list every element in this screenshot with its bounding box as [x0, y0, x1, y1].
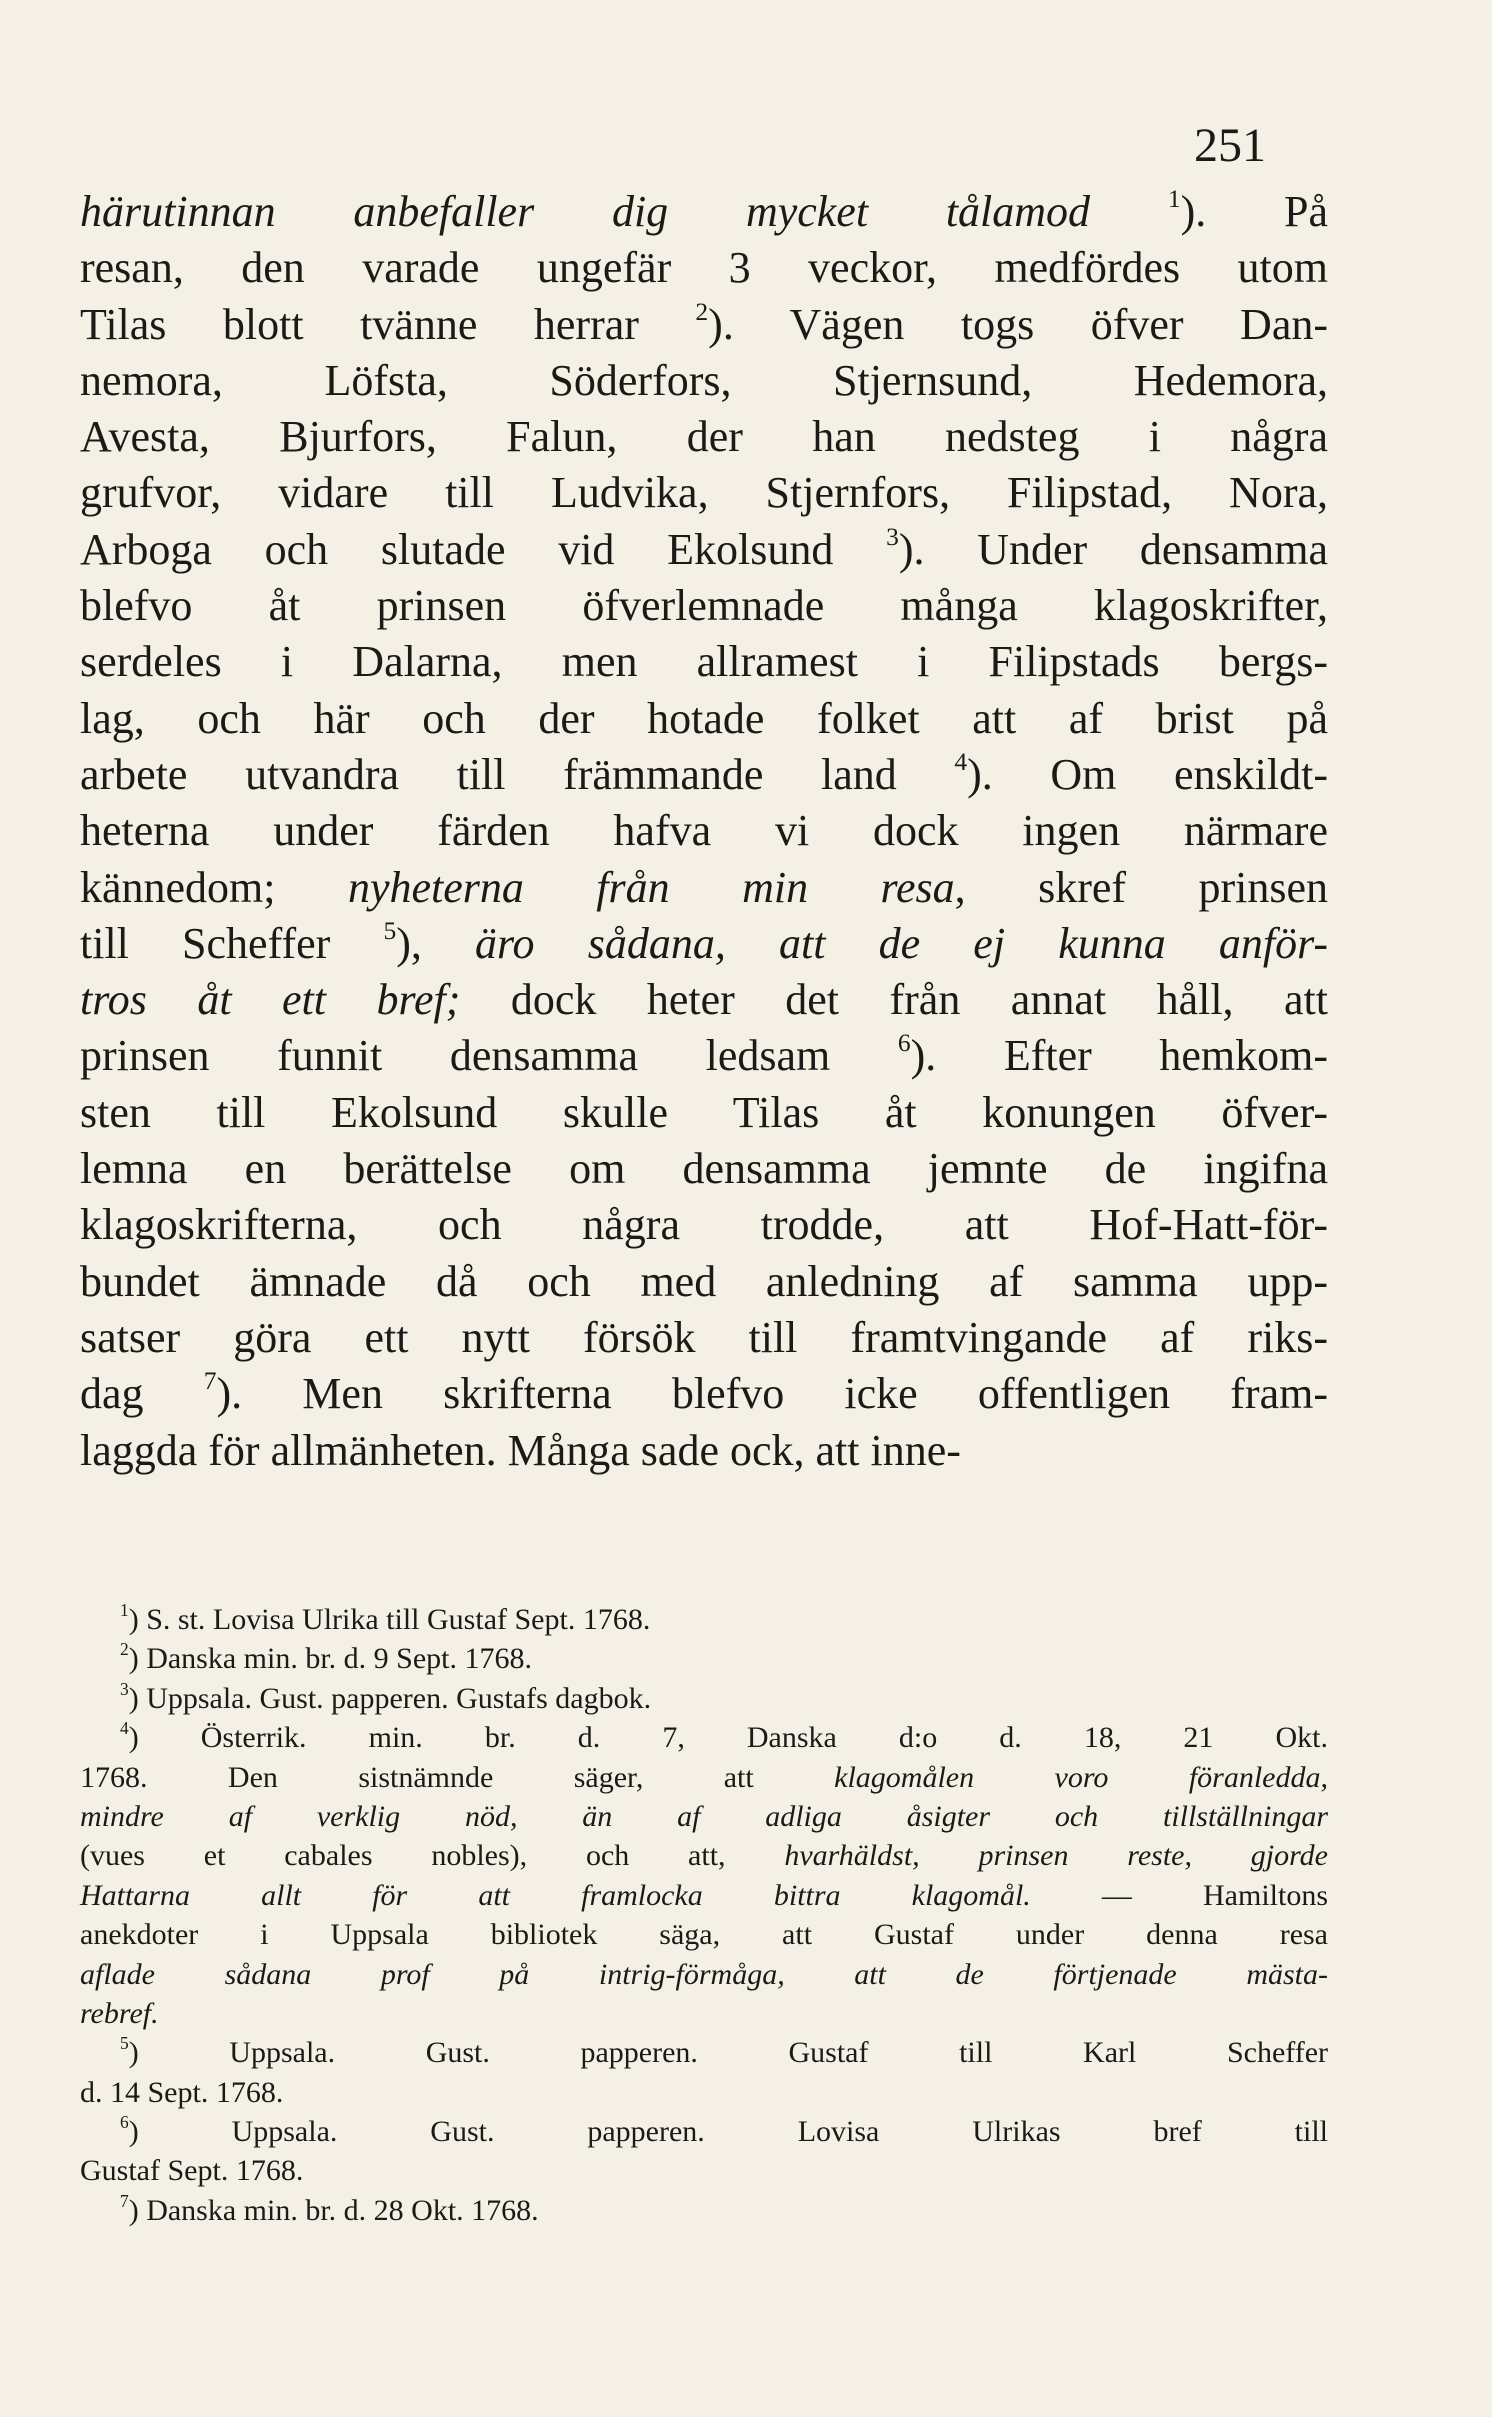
body-line: serdeles i Dalarna, men allramest i Filipstads bergs- [80, 637, 1328, 687]
footnote-line: Gustaf Sept. 1768. [80, 2154, 304, 2188]
body-line: arbete utvandra till främmande land $^4$). Om enskildt- [80, 746, 1328, 799]
body-line: prinsen funnit densamma ledsam $^6$). Efter hemkom- [80, 1028, 1329, 1081]
footnotes [80, 1600, 1328, 2230]
body-line: dag $^7$). Men skrifterna blefvo icke offentligen fram- [80, 1366, 1328, 1419]
footnote-line: $^7$) Danska min. br. d. 28 Okt. 1768. [120, 2190, 539, 2227]
footnote-line: (vues et cabales nobles), och att, hvarhäldst, prinsen reste, gjorde [80, 1839, 1328, 1873]
footnote-line: $^1$) S. st. Lovisa Ulrika till Gustaf Sept. 1768. [120, 1599, 651, 1636]
body-line: Tilas blott tvänne herrar $^2$). Vägen togs öfver Dan- [80, 296, 1328, 349]
body-line: laggda för allmänheten. Många sade ock, att inne- [80, 1425, 961, 1475]
body-line: Arboga och slutade vid Ekolsund $^3$). Under densamma [80, 521, 1328, 574]
body-line: resan, den varade ungefär 3 veckor, medfördes utom [80, 243, 1328, 293]
body-line: lag, och här och der hotade folket att af brist på [80, 693, 1328, 743]
footnote-line: $^5$) Uppsala. Gust. papperen. Gustaf till Karl Scheffer [120, 2033, 1328, 2070]
footnote-line: Hattarna allt för att framlocka bittra klagomål. — Hamiltons [80, 1878, 1328, 1912]
footnote-line: $^2$) Danska min. br. d. 9 Sept. 1768. [120, 1639, 533, 1676]
body-line: lemna en berättelse om densamma jemnte de ingifna [80, 1144, 1328, 1194]
footnote-line: 1768. Den sistnämnde säger, att klagomålen voro föranledda, [80, 1760, 1328, 1794]
body-line: satser göra ett nytt försök till framtvingande af riks- [80, 1312, 1328, 1362]
footnote-line: $^4$) Österrik. min. br. d. 7, Danska d:o d. 18, 21 Okt. [120, 1718, 1328, 1755]
footnote-line: rebref. [80, 1996, 159, 2030]
footnote-line: $^3$) Uppsala. Gust. papperen. Gustafs dagbok. [120, 1678, 652, 1715]
body-text [80, 184, 1328, 1479]
body-line: härutinnan anbefaller dig mycket tålamod $^1$). På [80, 183, 1328, 236]
page-number: 251 [1194, 119, 1266, 172]
body-line: nemora, Löfsta, Söderfors, Stjernsund, Hedemora, [80, 355, 1328, 405]
footnote-line: anekdoter i Uppsala bibliotek säga, att Gustaf under denna resa [80, 1918, 1328, 1952]
body-line: kännedom; nyheterna från min resa, skref prinsen [80, 862, 1328, 912]
body-line: heterna under färden hafva vi dock ingen närmare [80, 806, 1328, 856]
body-line: till Scheffer $^5$), äro sådana, att de ej kunna anför- [80, 915, 1329, 968]
body-line: klagoskrifterna, och några trodde, att Hof-Hatt-för- [80, 1200, 1328, 1250]
body-line: tros åt ett bref; dock heter det från annat håll, att [80, 975, 1329, 1025]
footnote-line: $^6$) Uppsala. Gust. papperen. Lovisa Ulrikas bref till [120, 2112, 1328, 2149]
body-line: sten till Ekolsund skulle Tilas åt konungen öfver- [80, 1087, 1328, 1137]
body-line: Avesta, Bjurfors, Falun, der han nedsteg i några [80, 412, 1328, 462]
body-line: bundet ämnade då och med anledning af samma upp- [80, 1256, 1328, 1306]
footnote-line: aflade sådana prof på intrig-förmåga, att de förtjenade mästa- [80, 1957, 1328, 1991]
footnote-line: mindre af verklig nöd, än af adliga åsigter och tillställningar [80, 1799, 1328, 1833]
body-line: grufvor, vidare till Ludvika, Stjernfors, Filipstad, Nora, [80, 468, 1328, 518]
footnote-line: d. 14 Sept. 1768. [80, 2075, 284, 2109]
body-line: blefvo åt prinsen öfverlemnade många klagoskrifter, [80, 581, 1328, 631]
